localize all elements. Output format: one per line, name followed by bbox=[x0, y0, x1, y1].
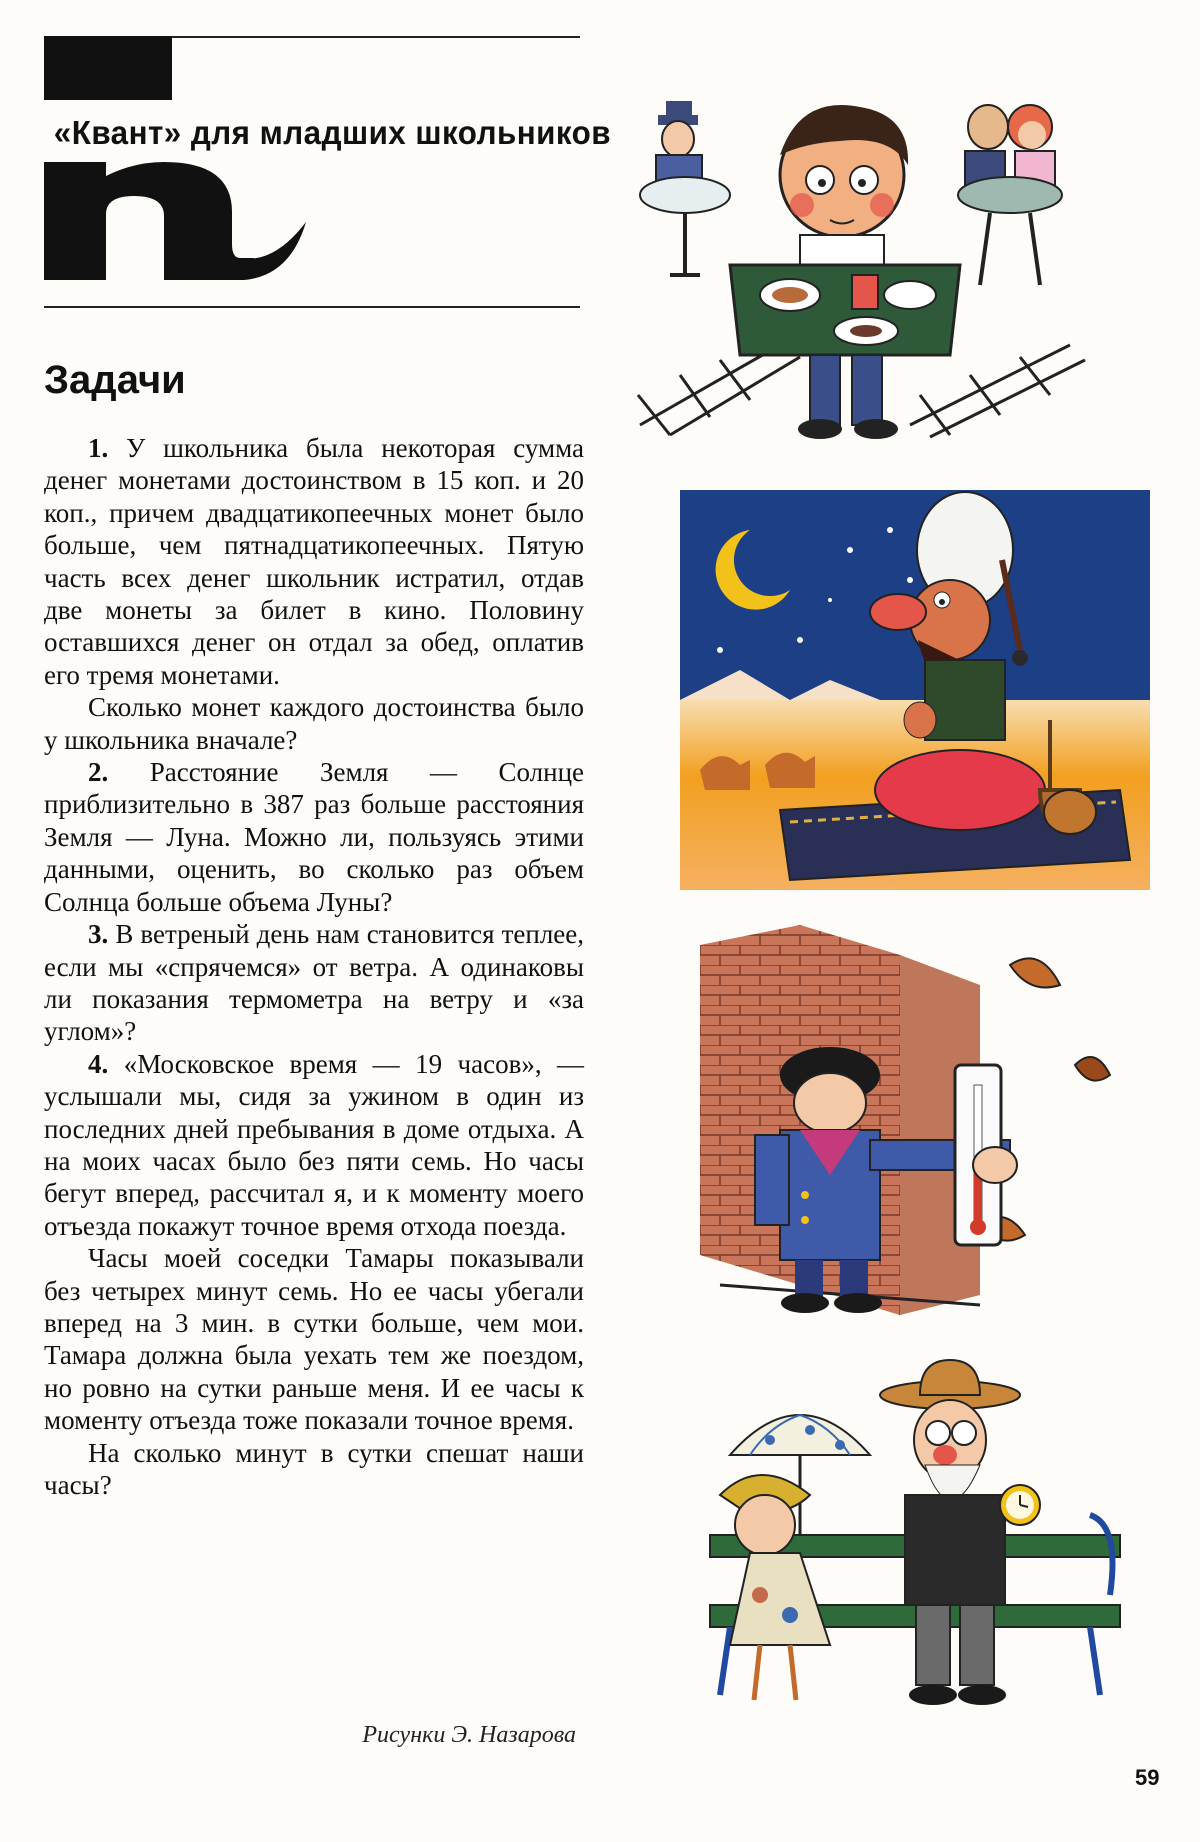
park-bench-illustration bbox=[690, 1355, 1130, 1715]
problem-1-p1: 1. У школьника была некоторая сумма денег монетами достоинством в 15 коп. и 20 коп., причем двадцатикопеечных монет было больше, чем пятнадцатикопеечных. Пятую часть всех денег школьник истратил, отдав две монеты за билет в кино. Половину оставшихся денег он отдал за обед, оплатив его тремя монетами. bbox=[44, 433, 584, 690]
waiter-boy-illustration bbox=[630, 95, 1130, 445]
night-desert-illustration bbox=[680, 490, 1150, 890]
kvant-logo-icon bbox=[44, 36, 344, 286]
problems-text bbox=[44, 432, 584, 1501]
section-title: Задачи bbox=[44, 358, 186, 402]
problem-1-p2: Сколько монет каждого достоинства было у школьника вначале? bbox=[44, 692, 584, 755]
problem-4-p3: На сколько минут в сутки спешат наши часы? bbox=[44, 1437, 584, 1500]
problem-number: 2. bbox=[88, 757, 109, 788]
page-number: 59 bbox=[1135, 1765, 1160, 1790]
problem-number: 3. bbox=[88, 919, 109, 950]
problem-number: 1. bbox=[88, 433, 109, 463]
problem-4-p1: 4. «Московское время — 19 часов», — услышали мы, сидя за ужином в один из последних дней пребывания в доме отдыха. А на моих часах было без пяти семь. Но часы бегут вперед, рассчитал я, и к моменту моего отъезда покажут точное время отхода поезда. bbox=[44, 1048, 585, 1241]
problem-4-p2: Часы моей соседки Тамары показывали без четырех минут семь. Но ее часы убегали вперед на 3 мин. в сутки больше, чем мои. Тамара должна была уехать тем же поездом, но ровно на сутки раньше меня. И ее часы к моменту отъезда тоже показали точное время. bbox=[44, 1243, 584, 1436]
rubric-title: «Квант» для младших школьников bbox=[50, 112, 571, 154]
illustration-credit: Рисунки Э. Назарова bbox=[362, 1722, 576, 1748]
problem-3-p1: 3. В ветреный день нам становится теплее, если мы «спрячемся» от ветра. А одинаковы ли показания термометра на ветру и «за углом»? bbox=[44, 919, 585, 1047]
brick-wall-thermometer-illustration bbox=[680, 925, 1130, 1315]
header-bottom-rule bbox=[44, 306, 580, 308]
problem-2-p1: 2. Расстояние Земля — Солнце приблизительно в 387 раз больше расстояния Земля — Луна. Можно ли, пользуясь этими данными, оценить, во сколько раз объем Солнца больше объема Луны? bbox=[44, 757, 584, 917]
problem-number: 4. bbox=[88, 1048, 109, 1079]
